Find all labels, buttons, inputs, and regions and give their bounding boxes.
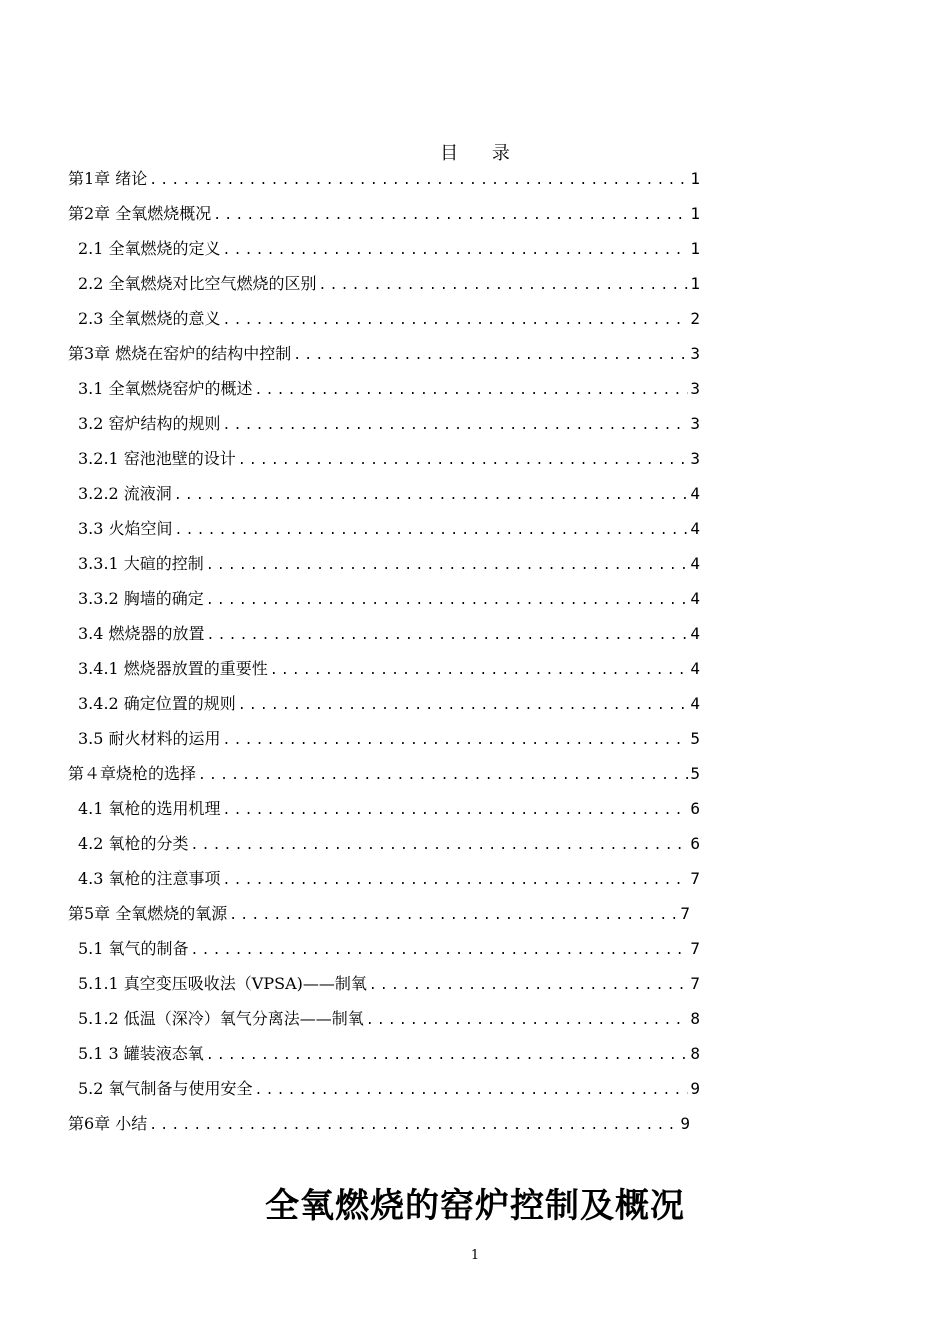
toc-entry[interactable] [68, 167, 700, 191]
toc-entry-label: 5.1 3 罐装液态氧 [78, 1044, 204, 1063]
toc-entry[interactable] [78, 797, 700, 821]
toc-entry-page: 4 [690, 484, 700, 503]
toc-entry[interactable] [78, 552, 700, 576]
toc-entry-page: 4 [690, 624, 700, 643]
toc-dot-leader [223, 414, 689, 438]
toc-entry-page: 9 [690, 1079, 700, 1098]
toc-entry[interactable] [78, 482, 700, 506]
toc-entry-page: 1 [690, 239, 700, 258]
toc-entry-page: 7 [690, 939, 700, 958]
toc-entry-page: 8 [690, 1044, 700, 1063]
toc-entry-page: 8 [690, 1009, 700, 1028]
toc-entry-page: 5 [690, 729, 700, 748]
toc-dot-leader [229, 904, 678, 928]
toc-dot-leader [223, 309, 689, 333]
toc-entry[interactable] [78, 377, 700, 401]
toc-entry-page: 7 [690, 869, 700, 888]
toc-dot-leader [174, 484, 689, 508]
toc-entry[interactable] [78, 937, 700, 961]
toc-dot-leader [207, 624, 689, 648]
toc-dot-leader [223, 729, 689, 753]
toc-dot-leader [191, 834, 689, 858]
toc-dot-leader [206, 589, 689, 613]
toc-entry-label: 5.2 氧气制备与使用安全 [78, 1079, 253, 1098]
toc-entry-label: 2.3 全氧燃烧的意义 [78, 309, 221, 328]
toc-entry-label: 第４章烧枪的选择 [68, 764, 197, 783]
toc-entry-page: 4 [690, 554, 700, 573]
toc-entry-page: 6 [690, 799, 700, 818]
toc-entry[interactable] [78, 1077, 700, 1101]
toc-entry-page: 1 [690, 169, 700, 188]
toc-entry[interactable] [68, 1112, 690, 1136]
toc-entry-page: 4 [690, 519, 700, 538]
toc-entry[interactable] [78, 447, 700, 471]
toc-entry[interactable] [78, 237, 700, 261]
toc-entry-page: 1 [690, 274, 700, 293]
toc-entry-page: 3 [690, 414, 700, 433]
toc-entry[interactable] [68, 902, 690, 926]
toc-entry[interactable] [78, 692, 700, 716]
toc-entry[interactable] [78, 272, 700, 296]
toc-entry-label: 4.1 氧枪的选用机理 [78, 799, 221, 818]
toc-entry[interactable] [78, 657, 700, 681]
toc-entry-label: 3.1 全氧燃烧窑炉的概述 [78, 379, 253, 398]
toc-entry-label: 3.2 窑炉结构的规则 [78, 414, 221, 433]
toc-entry-label: 3.4.2 确定位置的规则 [78, 694, 236, 713]
toc-entry-label: 3.2.1 窑池池壁的设计 [78, 449, 236, 468]
toc-entry-page: 3 [690, 344, 700, 363]
toc-dot-leader [223, 869, 689, 893]
toc-entry[interactable] [78, 622, 700, 646]
toc-dot-leader [293, 344, 688, 368]
toc-dot-leader [191, 939, 689, 963]
toc-entry-label: 4.3 氧枪的注意事项 [78, 869, 221, 888]
toc-dot-leader [223, 239, 689, 263]
toc-entry[interactable] [78, 972, 700, 996]
toc-entry[interactable] [78, 307, 700, 331]
toc-entry-label: 5.1.1 真空变压吸收法（VPSA)——制氧 [78, 974, 367, 993]
toc-entry[interactable] [68, 762, 700, 786]
toc-dot-leader [149, 1114, 678, 1138]
toc-entry[interactable] [78, 832, 700, 856]
toc-entry[interactable] [78, 412, 700, 436]
toc-entry-page: 7 [690, 974, 700, 993]
toc-dot-leader [366, 1009, 689, 1033]
toc-dot-leader [369, 974, 688, 998]
document-title: 全氧燃烧的窑炉控制及概况 [265, 1186, 685, 1226]
toc-dot-leader [238, 449, 689, 473]
toc-entry[interactable] [78, 727, 700, 751]
toc-dot-leader [213, 204, 688, 228]
toc-entry-label: 第6章 小结 [68, 1114, 148, 1133]
toc-entry-page: 1 [690, 204, 700, 223]
toc-dot-leader [270, 659, 689, 683]
toc-entry[interactable] [78, 517, 700, 541]
toc-entry-page: 2 [690, 309, 700, 328]
toc-entry-label: 3.3.2 胸墙的确定 [78, 589, 204, 608]
toc-entry-page: 4 [690, 694, 700, 713]
toc-entry-label: 3.5 耐火材料的运用 [78, 729, 221, 748]
toc-dot-leader [319, 274, 689, 298]
toc-entry-label: 5.1 氧气的制备 [78, 939, 189, 958]
toc-heading: 目 录 [440, 143, 524, 164]
toc-entry-label: 第2章 全氧燃烧概况 [68, 204, 212, 223]
toc-entry-page: 4 [690, 589, 700, 608]
toc-dot-leader [223, 799, 689, 823]
toc-dot-leader [175, 519, 689, 543]
toc-dot-leader [149, 169, 688, 193]
toc-dot-leader [255, 1079, 689, 1103]
toc-entry-label: 第5章 全氧燃烧的氧源 [68, 904, 228, 923]
toc-entry-label: 2.1 全氧燃烧的定义 [78, 239, 221, 258]
page-number: 1 [470, 1248, 480, 1263]
toc-dot-leader [255, 379, 689, 403]
toc-entry-label: 第1章 绪论 [68, 169, 148, 188]
toc-dot-leader [206, 554, 689, 578]
toc-entry-page: 6 [690, 834, 700, 853]
toc-dot-leader [238, 694, 689, 718]
toc-entry[interactable] [78, 587, 700, 611]
toc-entry-label: 3.4.1 燃烧器放置的重要性 [78, 659, 268, 678]
toc-entry-label: 3.4 燃烧器的放置 [78, 624, 205, 643]
toc-entry-label: 4.2 氧枪的分类 [78, 834, 189, 853]
toc-entry-label: 3.3 火焰空间 [78, 519, 173, 538]
toc-entry-page: 7 [680, 904, 690, 923]
toc-dot-leader [198, 764, 688, 788]
toc-entry-page: 9 [680, 1114, 690, 1133]
toc-entry[interactable] [68, 342, 700, 366]
toc-entry-label: 2.2 全氧燃烧对比空气燃烧的区别 [78, 274, 317, 293]
toc-entry-page: 4 [690, 659, 700, 678]
toc-dot-leader [206, 1044, 689, 1068]
toc-entry[interactable] [68, 202, 700, 226]
toc-entry-label: 3.2.2 流液洞 [78, 484, 172, 503]
toc-entry-page: 3 [690, 379, 700, 398]
toc-entry-page: 5 [690, 764, 700, 783]
toc-entry[interactable] [78, 1007, 700, 1031]
toc-entry[interactable] [78, 1042, 700, 1066]
toc-entry-page: 3 [690, 449, 700, 468]
toc-entry[interactable] [78, 867, 700, 891]
toc-entry-label: 5.1.2 低温（深冷）氧气分离法——制氧 [78, 1009, 364, 1028]
toc-entry-label: 3.3.1 大碹的控制 [78, 554, 204, 573]
toc-entry-label: 第3章 燃烧在窑炉的结构中控制 [68, 344, 292, 363]
